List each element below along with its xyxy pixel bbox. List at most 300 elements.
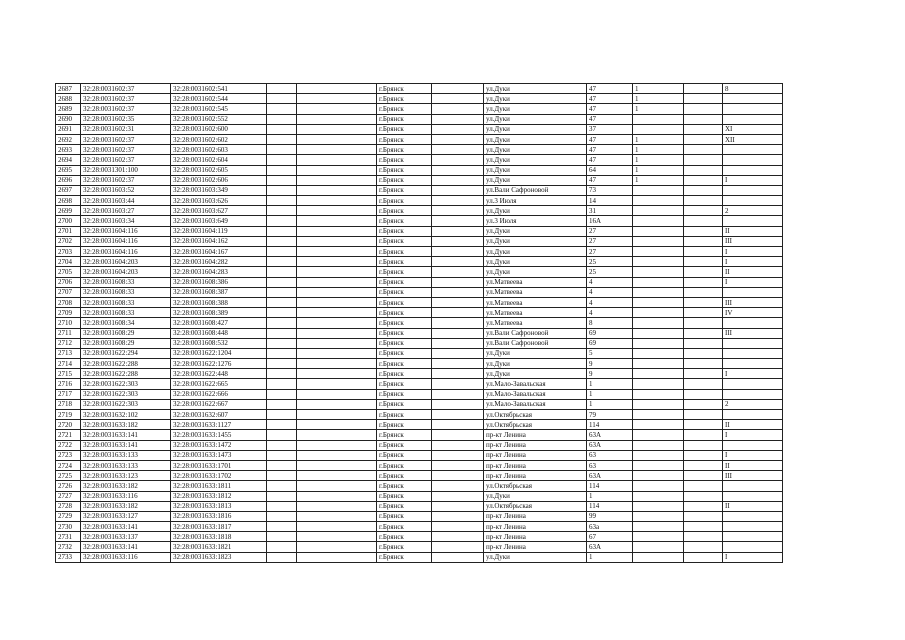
cell-row-number: 2710 — [56, 318, 81, 328]
cell-house-number: 14 — [587, 196, 633, 206]
cell-row-number: 2722 — [56, 440, 81, 450]
cell-premises — [723, 542, 783, 552]
cell-city: г.Брянск — [377, 460, 432, 470]
cell-house-number: 16А — [587, 216, 633, 226]
cell-house-number: 8 — [587, 318, 633, 328]
cell-house-number: 47 — [587, 84, 633, 94]
cell-land-cadastral-number: 32:28:0031603:27 — [81, 206, 171, 216]
cell-premises: II — [723, 420, 783, 430]
cell-street: ул.Октябрьская — [484, 410, 587, 420]
cell-house-number: 4 — [587, 287, 633, 297]
cell-col-empty-c — [432, 410, 484, 420]
cell-col-empty-d — [684, 308, 723, 318]
cell-col-empty-b — [297, 124, 377, 134]
table-row — [56, 430, 783, 440]
table-row — [56, 542, 783, 552]
cell-building — [633, 552, 684, 562]
cell-building — [633, 216, 684, 226]
cell-row-number: 2690 — [56, 114, 81, 124]
cell-col-empty-d — [684, 420, 723, 430]
cell-object-cadastral-number: 32:28:0031622:667 — [171, 399, 267, 409]
cell-premises: I — [723, 369, 783, 379]
cell-house-number: 1 — [587, 491, 633, 501]
cell-row-number: 2720 — [56, 420, 81, 430]
cell-building — [633, 318, 684, 328]
cell-col-empty-a — [267, 471, 297, 481]
cell-col-empty-d — [684, 328, 723, 338]
cell-col-empty-c — [432, 226, 484, 236]
cell-premises — [723, 114, 783, 124]
cell-street: ул.Октябрьская — [484, 481, 587, 491]
cell-land-cadastral-number: 32:28:0031622:288 — [81, 359, 171, 369]
cell-street: ул.Дуки — [484, 359, 587, 369]
cell-city: г.Брянск — [377, 379, 432, 389]
cell-house-number: 63 — [587, 460, 633, 470]
cell-street: ул.Дуки — [484, 165, 587, 175]
cell-land-cadastral-number: 32:28:0031633:123 — [81, 471, 171, 481]
cell-building: 1 — [633, 165, 684, 175]
cell-col-empty-d — [684, 410, 723, 420]
cell-city: г.Брянск — [377, 532, 432, 542]
cell-premises — [723, 522, 783, 532]
cell-col-empty-d — [684, 297, 723, 307]
cell-col-empty-b — [297, 522, 377, 532]
cell-col-empty-c — [432, 501, 484, 511]
cell-premises — [723, 379, 783, 389]
cell-street: ул.Дуки — [484, 491, 587, 501]
cell-col-empty-b — [297, 501, 377, 511]
table-row — [56, 134, 783, 144]
cell-premises — [723, 338, 783, 348]
cell-col-empty-a — [267, 206, 297, 216]
cell-city: г.Брянск — [377, 94, 432, 104]
cell-building — [633, 532, 684, 542]
cell-col-empty-d — [684, 450, 723, 460]
cell-col-empty-c — [432, 511, 484, 521]
cell-building — [633, 257, 684, 267]
table-row — [56, 206, 783, 216]
cell-premises: 8 — [723, 84, 783, 94]
cell-street: ул.Мало-Завальская — [484, 389, 587, 399]
cell-street: ул.Дуки — [484, 84, 587, 94]
cell-col-empty-a — [267, 134, 297, 144]
cell-col-empty-a — [267, 277, 297, 287]
cell-house-number: 63А — [587, 471, 633, 481]
cell-street: ул.Мало-Завальская — [484, 399, 587, 409]
cell-row-number: 2695 — [56, 165, 81, 175]
cell-street: ул.Дуки — [484, 104, 587, 114]
cell-object-cadastral-number: 32:28:0031608:448 — [171, 328, 267, 338]
cell-street: ул.Вали Сафроновой — [484, 185, 587, 195]
cell-street: ул.Дуки — [484, 247, 587, 257]
cell-street: ул.Дуки — [484, 145, 587, 155]
cell-city: г.Брянск — [377, 481, 432, 491]
table-row — [56, 297, 783, 307]
cell-street: пр-кт Ленина — [484, 450, 587, 460]
cell-col-empty-c — [432, 175, 484, 185]
cell-building — [633, 471, 684, 481]
cell-row-number: 2696 — [56, 175, 81, 185]
cell-house-number: 47 — [587, 94, 633, 104]
cell-col-empty-b — [297, 328, 377, 338]
table-row — [56, 440, 783, 450]
cell-premises: I — [723, 552, 783, 562]
cell-col-empty-d — [684, 277, 723, 287]
cell-row-number: 2715 — [56, 369, 81, 379]
cell-land-cadastral-number: 32:28:0031622:303 — [81, 379, 171, 389]
cell-building — [633, 450, 684, 460]
cell-row-number: 2723 — [56, 450, 81, 460]
cell-building — [633, 491, 684, 501]
cell-col-empty-c — [432, 318, 484, 328]
cell-city: г.Брянск — [377, 206, 432, 216]
cell-city: г.Брянск — [377, 226, 432, 236]
cell-building: 1 — [633, 94, 684, 104]
cell-col-empty-d — [684, 481, 723, 491]
cell-row-number: 2701 — [56, 226, 81, 236]
cell-col-empty-b — [297, 471, 377, 481]
cell-col-empty-c — [432, 297, 484, 307]
cell-col-empty-b — [297, 318, 377, 328]
cell-street: ул.Дуки — [484, 257, 587, 267]
cell-object-cadastral-number: 32:28:0031633:1127 — [171, 420, 267, 430]
cell-land-cadastral-number: 32:28:0031604:116 — [81, 226, 171, 236]
cell-col-empty-a — [267, 552, 297, 562]
cell-house-number: 47 — [587, 155, 633, 165]
cell-object-cadastral-number: 32:28:0031603:649 — [171, 216, 267, 226]
cell-col-empty-a — [267, 491, 297, 501]
cell-city: г.Брянск — [377, 522, 432, 532]
cell-land-cadastral-number: 32:28:0031608:34 — [81, 318, 171, 328]
cell-land-cadastral-number: 32:28:0031608:33 — [81, 297, 171, 307]
cell-building — [633, 124, 684, 134]
cell-city: г.Брянск — [377, 389, 432, 399]
cell-row-number: 2703 — [56, 247, 81, 257]
cell-premises: III — [723, 328, 783, 338]
cell-house-number: 47 — [587, 114, 633, 124]
cell-col-empty-d — [684, 196, 723, 206]
cell-premises — [723, 410, 783, 420]
cell-premises: III — [723, 471, 783, 481]
cell-row-number: 2719 — [56, 410, 81, 420]
cell-building — [633, 481, 684, 491]
cell-object-cadastral-number: 32:28:0031602:545 — [171, 104, 267, 114]
cell-building: 1 — [633, 84, 684, 94]
cell-city: г.Брянск — [377, 257, 432, 267]
cell-city: г.Брянск — [377, 501, 432, 511]
cell-city: г.Брянск — [377, 145, 432, 155]
cell-col-empty-a — [267, 460, 297, 470]
table-row — [56, 104, 783, 114]
cell-col-empty-c — [432, 155, 484, 165]
cell-row-number: 2707 — [56, 287, 81, 297]
cell-col-empty-d — [684, 471, 723, 481]
cell-col-empty-c — [432, 308, 484, 318]
table-row — [56, 450, 783, 460]
cell-object-cadastral-number: 32:28:0031602:603 — [171, 145, 267, 155]
cell-city: г.Брянск — [377, 542, 432, 552]
cell-building — [633, 206, 684, 216]
cell-land-cadastral-number: 32:28:0031633:141 — [81, 440, 171, 450]
cell-house-number: 63а — [587, 522, 633, 532]
cell-building — [633, 501, 684, 511]
cell-premises: XI — [723, 124, 783, 134]
cell-col-empty-a — [267, 155, 297, 165]
cell-house-number: 114 — [587, 420, 633, 430]
cell-house-number: 47 — [587, 175, 633, 185]
cell-city: г.Брянск — [377, 287, 432, 297]
cell-row-number: 2732 — [56, 542, 81, 552]
cell-land-cadastral-number: 32:28:0031633:127 — [81, 511, 171, 521]
cell-col-empty-d — [684, 287, 723, 297]
cell-col-empty-c — [432, 359, 484, 369]
cell-col-empty-a — [267, 226, 297, 236]
cell-building — [633, 440, 684, 450]
cell-house-number: 9 — [587, 359, 633, 369]
cell-object-cadastral-number: 32:28:0031633:1455 — [171, 430, 267, 440]
table-row — [56, 145, 783, 155]
cell-premises — [723, 196, 783, 206]
cell-col-empty-d — [684, 440, 723, 450]
cell-col-empty-a — [267, 511, 297, 521]
cell-city: г.Брянск — [377, 318, 432, 328]
cell-building: 1 — [633, 104, 684, 114]
cell-building — [633, 430, 684, 440]
cell-col-empty-d — [684, 247, 723, 257]
cell-street: ул.Дуки — [484, 155, 587, 165]
cell-house-number: 63А — [587, 430, 633, 440]
cell-house-number: 4 — [587, 308, 633, 318]
cell-premises — [723, 216, 783, 226]
cell-land-cadastral-number: 32:28:0031604:203 — [81, 267, 171, 277]
cell-object-cadastral-number: 32:28:0031608:388 — [171, 297, 267, 307]
cell-col-empty-b — [297, 216, 377, 226]
cell-premises: IV — [723, 308, 783, 318]
cell-building — [633, 277, 684, 287]
cell-house-number: 5 — [587, 348, 633, 358]
property-register-table — [55, 83, 783, 563]
cell-col-empty-c — [432, 216, 484, 226]
cell-city: г.Брянск — [377, 277, 432, 287]
cell-col-empty-a — [267, 501, 297, 511]
cell-land-cadastral-number: 32:28:0031608:33 — [81, 277, 171, 287]
cell-col-empty-c — [432, 399, 484, 409]
cell-building — [633, 308, 684, 318]
cell-col-empty-b — [297, 206, 377, 216]
cell-col-empty-b — [297, 359, 377, 369]
cell-premises: 2 — [723, 206, 783, 216]
cell-land-cadastral-number: 32:28:0031608:33 — [81, 308, 171, 318]
cell-col-empty-c — [432, 481, 484, 491]
cell-object-cadastral-number: 32:28:0031602:544 — [171, 94, 267, 104]
cell-building — [633, 410, 684, 420]
cell-city: г.Брянск — [377, 511, 432, 521]
cell-building — [633, 399, 684, 409]
cell-house-number: 31 — [587, 206, 633, 216]
cell-street: ул.Дуки — [484, 552, 587, 562]
cell-city: г.Брянск — [377, 399, 432, 409]
cell-object-cadastral-number: 32:28:0031632:607 — [171, 410, 267, 420]
cell-land-cadastral-number: 32:28:0031622:294 — [81, 348, 171, 358]
cell-building — [633, 542, 684, 552]
cell-city: г.Брянск — [377, 348, 432, 358]
cell-land-cadastral-number: 32:28:0031633:133 — [81, 450, 171, 460]
cell-col-empty-c — [432, 94, 484, 104]
cell-street: ул.3 Июля — [484, 196, 587, 206]
cell-premises — [723, 491, 783, 501]
cell-col-empty-b — [297, 348, 377, 358]
cell-premises — [723, 389, 783, 399]
table-row — [56, 552, 783, 562]
cell-col-empty-b — [297, 552, 377, 562]
cell-row-number: 2711 — [56, 328, 81, 338]
cell-col-empty-b — [297, 94, 377, 104]
cell-city: г.Брянск — [377, 216, 432, 226]
cell-object-cadastral-number: 32:28:0031622:1204 — [171, 348, 267, 358]
cell-land-cadastral-number: 32:28:0031633:141 — [81, 430, 171, 440]
cell-object-cadastral-number: 32:28:0031608:386 — [171, 277, 267, 287]
cell-house-number: 63 — [587, 450, 633, 460]
cell-city: г.Брянск — [377, 430, 432, 440]
cell-object-cadastral-number: 32:28:0031608:427 — [171, 318, 267, 328]
cell-col-empty-a — [267, 440, 297, 450]
table-row — [56, 318, 783, 328]
cell-house-number: 63А — [587, 542, 633, 552]
cell-object-cadastral-number: 32:28:0031633:1472 — [171, 440, 267, 450]
cell-city: г.Брянск — [377, 450, 432, 460]
table-row — [56, 124, 783, 134]
table-row — [56, 481, 783, 491]
cell-land-cadastral-number: 32:28:0031622:303 — [81, 389, 171, 399]
cell-street: ул.Дуки — [484, 369, 587, 379]
cell-land-cadastral-number: 32:28:0031608:29 — [81, 338, 171, 348]
cell-object-cadastral-number: 32:28:0031608:387 — [171, 287, 267, 297]
cell-col-empty-b — [297, 104, 377, 114]
cell-row-number: 2729 — [56, 511, 81, 521]
cell-col-empty-c — [432, 277, 484, 287]
cell-building — [633, 247, 684, 257]
cell-col-empty-b — [297, 185, 377, 195]
cell-house-number: 47 — [587, 134, 633, 144]
cell-col-empty-d — [684, 552, 723, 562]
cell-col-empty-b — [297, 84, 377, 94]
cell-col-empty-c — [432, 389, 484, 399]
cell-premises — [723, 481, 783, 491]
cell-row-number: 2709 — [56, 308, 81, 318]
cell-street: ул.Матвеева — [484, 308, 587, 318]
cell-land-cadastral-number: 32:28:0031633:182 — [81, 501, 171, 511]
cell-col-empty-d — [684, 379, 723, 389]
cell-street: ул.3 Июля — [484, 216, 587, 226]
table-row — [56, 338, 783, 348]
cell-building — [633, 338, 684, 348]
table-row — [56, 308, 783, 318]
cell-row-number: 2713 — [56, 348, 81, 358]
cell-premises: II — [723, 267, 783, 277]
cell-land-cadastral-number: 32:28:0031602:37 — [81, 84, 171, 94]
cell-city: г.Брянск — [377, 155, 432, 165]
cell-house-number: 4 — [587, 277, 633, 287]
cell-col-empty-b — [297, 542, 377, 552]
cell-premises: I — [723, 277, 783, 287]
cell-object-cadastral-number: 32:28:0031604:282 — [171, 257, 267, 267]
cell-object-cadastral-number: 32:28:0031633:1818 — [171, 532, 267, 542]
cell-col-empty-a — [267, 369, 297, 379]
cell-col-empty-a — [267, 430, 297, 440]
cell-col-empty-d — [684, 532, 723, 542]
cell-col-empty-d — [684, 348, 723, 358]
cell-city: г.Брянск — [377, 297, 432, 307]
cell-city: г.Брянск — [377, 308, 432, 318]
cell-col-empty-a — [267, 165, 297, 175]
cell-col-empty-d — [684, 491, 723, 501]
cell-street: пр-кт Ленина — [484, 511, 587, 521]
cell-col-empty-c — [432, 369, 484, 379]
cell-col-empty-b — [297, 399, 377, 409]
table-row — [56, 216, 783, 226]
cell-premises — [723, 104, 783, 114]
cell-land-cadastral-number: 32:28:0031602:37 — [81, 145, 171, 155]
cell-city: г.Брянск — [377, 196, 432, 206]
cell-col-empty-c — [432, 379, 484, 389]
cell-col-empty-a — [267, 308, 297, 318]
cell-city: г.Брянск — [377, 84, 432, 94]
cell-object-cadastral-number: 32:28:0031633:1823 — [171, 552, 267, 562]
cell-land-cadastral-number: 32:28:0031602:37 — [81, 134, 171, 144]
cell-col-empty-a — [267, 481, 297, 491]
cell-col-empty-d — [684, 134, 723, 144]
cell-city: г.Брянск — [377, 471, 432, 481]
cell-premises: III — [723, 236, 783, 246]
cell-house-number: 47 — [587, 145, 633, 155]
cell-house-number: 27 — [587, 226, 633, 236]
cell-street: пр-кт Ленина — [484, 440, 587, 450]
cell-street: ул.Мало-Завальская — [484, 379, 587, 389]
cell-house-number: 1 — [587, 389, 633, 399]
cell-row-number: 2697 — [56, 185, 81, 195]
cell-house-number: 63А — [587, 440, 633, 450]
cell-object-cadastral-number: 32:28:0031602:602 — [171, 134, 267, 144]
cell-city: г.Брянск — [377, 359, 432, 369]
cell-col-empty-c — [432, 104, 484, 114]
cell-street: пр-кт Ленина — [484, 542, 587, 552]
cell-col-empty-b — [297, 134, 377, 144]
table-row — [56, 511, 783, 521]
cell-building: 1 — [633, 175, 684, 185]
cell-premises — [723, 94, 783, 104]
cell-land-cadastral-number: 32:28:0031633:116 — [81, 491, 171, 501]
cell-building — [633, 389, 684, 399]
cell-col-empty-d — [684, 206, 723, 216]
cell-col-empty-c — [432, 185, 484, 195]
cell-col-empty-d — [684, 511, 723, 521]
cell-col-empty-d — [684, 542, 723, 552]
cell-col-empty-b — [297, 297, 377, 307]
table-row — [56, 267, 783, 277]
cell-col-empty-d — [684, 359, 723, 369]
cell-house-number: 114 — [587, 481, 633, 491]
cell-house-number: 9 — [587, 369, 633, 379]
cell-col-empty-c — [432, 257, 484, 267]
cell-row-number: 2708 — [56, 297, 81, 307]
table-row — [56, 471, 783, 481]
cell-street: ул.Дуки — [484, 94, 587, 104]
cell-col-empty-a — [267, 420, 297, 430]
cell-col-empty-a — [267, 542, 297, 552]
cell-premises — [723, 511, 783, 521]
cell-col-empty-c — [432, 287, 484, 297]
cell-street: ул.Матвеева — [484, 297, 587, 307]
